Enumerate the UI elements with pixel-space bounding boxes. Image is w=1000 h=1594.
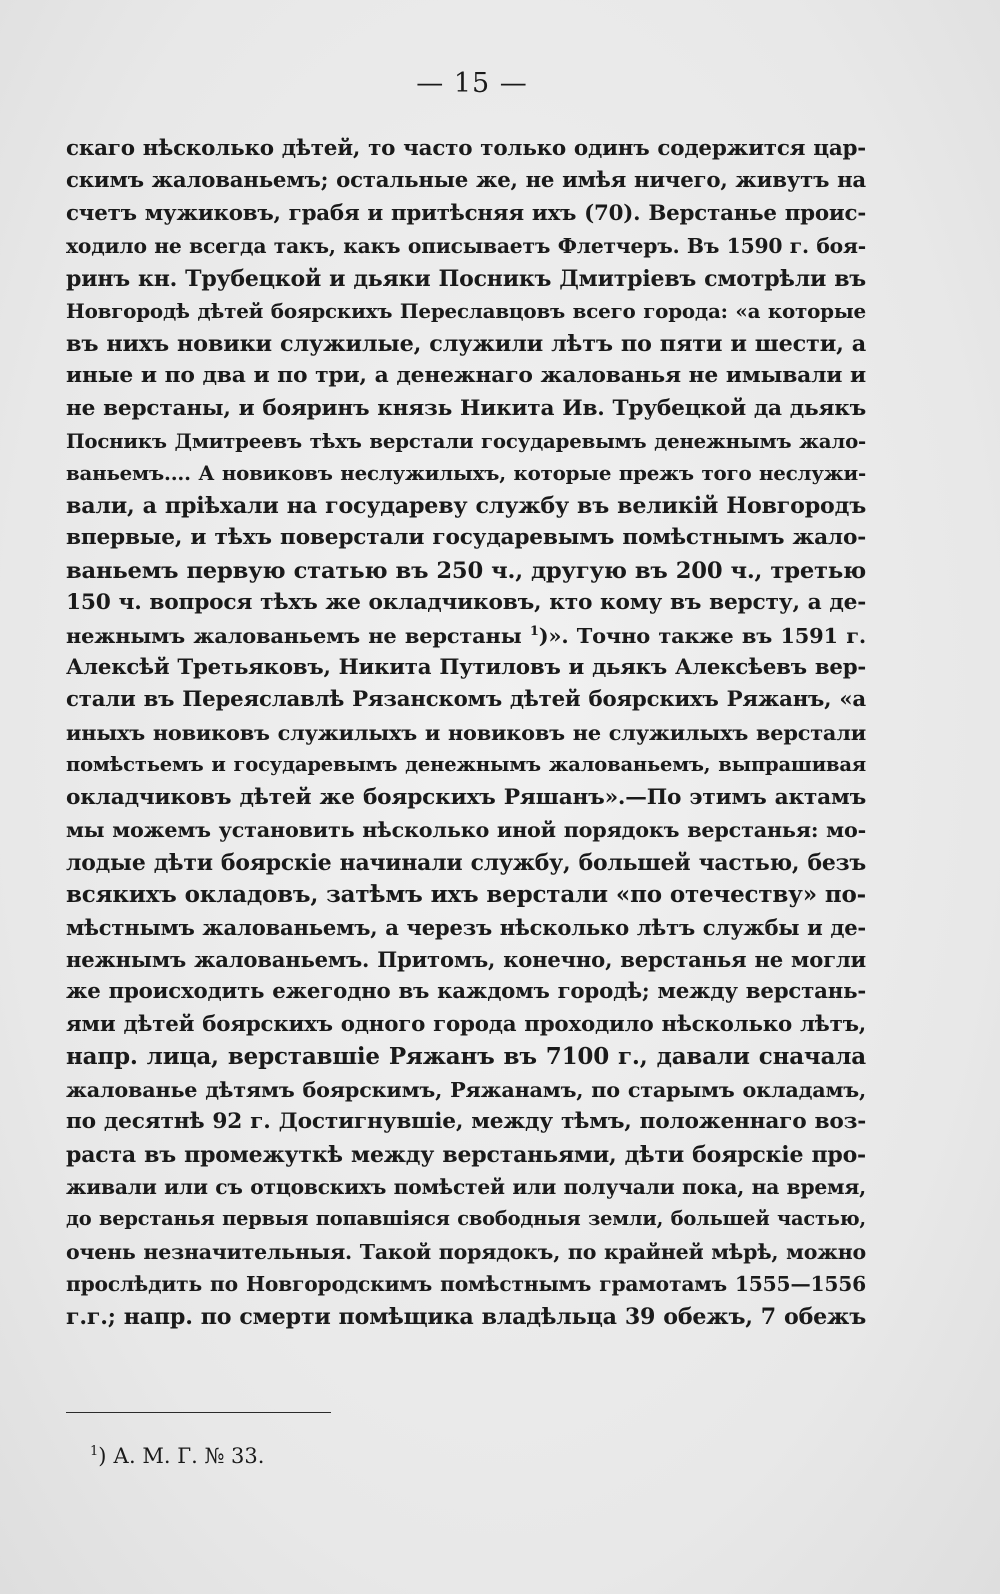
text-line: Алексѣй Третьяковъ, Никита Путиловъ и дьякъ Алексѣевъ вер-: [66, 655, 866, 680]
text-line: нежнымъ жалованьемъ. Притомъ, конечно, верстанья не могли: [66, 946, 866, 972]
footnote: [90, 1444, 264, 1468]
text-line: счетъ мужиковъ, грабя и притѣсняя ихъ (70). Верстанье проис-: [66, 200, 866, 226]
text-line: Посникъ Дмитреевъ тѣхъ верстали государевымъ денежнымъ жало-: [66, 428, 866, 453]
text-line: Новгородѣ дѣтей боярскихъ Переславцовъ всего города: «а которые: [66, 299, 866, 324]
text-line: ваньемъ.... А новиковъ неслужилыхъ, которые прежъ того неслужи-: [66, 461, 866, 486]
text-line: мѣстнымъ жалованьемъ, а черезъ нѣсколько лѣтъ службы и де-: [66, 914, 866, 940]
text-line: иныхъ новиковъ служилыхъ и новиковъ не служилыхъ верстали: [66, 719, 866, 745]
footnote-divider: [66, 1412, 331, 1413]
text-line: жалованье дѣтямъ боярскимъ, Ряжанамъ, по старымъ окладамъ,: [66, 1077, 866, 1102]
footnote-marker: 1: [90, 1444, 99, 1459]
text-line: всякихъ окладовъ, затѣмъ ихъ верстали «по отечеству» по-: [66, 881, 866, 909]
text-line: ходило не всегда такъ, какъ описываетъ Флетчеръ. Въ 1590 г. боя-: [66, 234, 866, 259]
text-line-tail: )». Точно также въ 1591 г.: [538, 622, 866, 648]
text-line: помѣстьемъ и государевымъ денежнымъ жалованьемъ, выпрашивая: [66, 753, 866, 777]
text-line: ями дѣтей боярскихъ одного города проходило нѣсколько лѣтъ,: [66, 1011, 866, 1037]
text-line: до верстанья первыя попавшіяся свободныя земли, большей частью,: [66, 1207, 866, 1231]
text-line: лодые дѣти боярскіе начинали службу, большей частью, безъ: [66, 849, 866, 876]
body-text: [66, 133, 866, 1333]
text-line-head: нежнымъ жалованьемъ не верстаны: [66, 622, 522, 648]
text-line: живали или съ отцовскихъ помѣстей или получали пока, на время,: [66, 1175, 866, 1199]
text-line: не верстаны, и бояринъ князь Никита Ив. Трубецкой да дьякъ: [66, 395, 866, 421]
text-line: раста въ промежуткѣ между верстаньями, дѣти боярскіе про-: [66, 1141, 866, 1168]
text-line: прослѣдить по Новгородскимъ помѣстнымъ грамотамъ 1555—1556: [66, 1272, 866, 1297]
page-number: — 15 —: [416, 68, 528, 99]
text-line: скаго нѣсколько дѣтей, то часто только одинъ содержится цар-: [66, 136, 866, 161]
text-line: 150 ч. вопрося тѣхъ же окладчиковъ, кто кому въ версту, а де-: [66, 590, 866, 616]
text-line: окладчиковъ дѣтей же боярскихъ Ряшанъ».—По этимъ актамъ: [66, 784, 866, 810]
text-line: г.г.; напр. по смерти помѣщика владѣльца 39 обежъ, 7 обежъ: [66, 1303, 866, 1330]
text-line: ваньемъ первую статью въ 250 ч., другую въ 200 ч., третью: [66, 557, 866, 584]
text-line: иные и по два и по три, а денежнаго жалованья не имывали и: [66, 363, 866, 389]
text-line: скимъ жалованьемъ; остальные же, не имѣя ничего, живутъ на: [66, 168, 866, 194]
text-line: же происходить ежегодно въ каждомъ городѣ; между верстань-: [66, 979, 866, 1005]
text-line: ринъ кн. Трубецкой и дьяки Посникъ Дмитріевъ смотрѣли въ: [66, 265, 866, 292]
footnote-ref: 1: [529, 623, 539, 639]
text-line-with-footnote-ref: [66, 620, 866, 652]
text-line: впервые, и тѣхъ поверстали государевымъ помѣстнымъ жало-: [66, 525, 866, 551]
text-line: по десятнѣ 92 г. Достигнувшіе, между тѣмъ, положеннаго воз-: [66, 1109, 866, 1135]
text-line: мы можемъ установить нѣсколько иной порядокъ верстанья: мо-: [66, 818, 866, 843]
footnote-text: ) А. М. Г. № 33.: [98, 1444, 265, 1468]
text-line: въ нихъ новики служилые, служили лѣтъ по пяти и шести, а: [66, 330, 866, 357]
text-line: стали въ Переяславлѣ Рязанскомъ дѣтей боярскихъ Ряжанъ, «а: [66, 687, 866, 713]
text-line: очень незначительныя. Такой порядокъ, по крайней мѣрѣ, можно: [66, 1239, 866, 1264]
text-line: вали, а пріѣхали на государеву службу въ великій Новгородъ: [66, 492, 866, 519]
text-line: напр. лица, верставшіе Ряжанъ въ 7100 г., давали сначала: [66, 1043, 866, 1071]
